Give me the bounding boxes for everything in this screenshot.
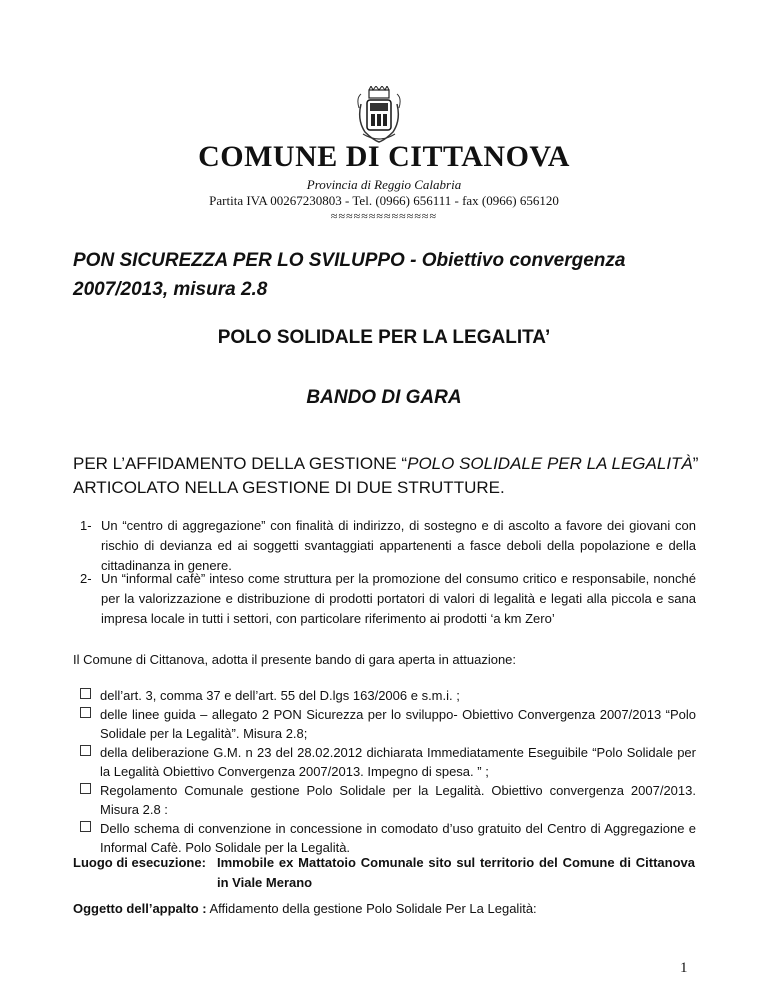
numbered-item	[80, 569, 696, 629]
polo-heading: POLO SOLIDALE PER LA LEGALITA’	[217, 327, 551, 348]
oggetto-label: Oggetto dell’appalto :	[73, 901, 207, 916]
pon-heading: PON SICUREZZA PER LO SVILUPPO - Obiettivo convergenza 2007/2013, misura 2.8	[73, 250, 626, 300]
item-text: Un “informal cafè” inteso come struttura per la promozione del consumo critico e responsabile, nonché per la valorizzazione e distribuzione di prodotti portatori di valori di legalità e legati alla piccola e sana impresa locale in tutti i settori, con particolare riferimento ai prodotti ‘a km Zero’	[101, 571, 696, 626]
oggetto-section	[73, 901, 703, 916]
affidamento-heading	[73, 452, 703, 500]
page-number: 1	[680, 960, 688, 976]
intro-paragraph: Il Comune di Cittanova, adotta il presente bando di gara aperta in attuazione:	[73, 652, 517, 667]
item-text: Un “centro di aggregazione” con finalità di indirizzo, di sostegno e di ascolto a favore dei giovani con rischio di devianza ed ai soggetti svantaggiati appartenenti a fasce deboli della popolazione e della cittadinanza in genere.	[101, 518, 696, 573]
affidamento-italic: POLO SOLIDALE PER LA LEGALITÀ	[407, 454, 693, 473]
province-subtitle: Provincia di Reggio Calabria	[306, 177, 462, 192]
affidamento-post: ” ARTICOLATO NELLA GESTIONE DI DUE STRUTTURE.	[73, 454, 699, 497]
list-item	[80, 686, 696, 705]
checkbox-bullet-icon	[80, 821, 91, 832]
checkbox-bullet-icon	[80, 707, 91, 718]
list-item	[80, 743, 696, 781]
luogo-value: Immobile ex Mattatoio Comunale sito sul territorio del Comune di Cittanova in Viale Merano	[217, 855, 695, 890]
checkbox-bullet-icon	[80, 745, 91, 756]
item-number: 2-	[80, 571, 92, 586]
list-item	[80, 819, 696, 857]
bando-heading: BANDO DI GARA	[306, 387, 462, 408]
page-title: COMUNE DI CITTANOVA	[198, 140, 570, 173]
checkbox-bullet-icon	[80, 688, 91, 699]
luogo-label: Luogo di esecuzione:	[73, 855, 206, 870]
contact-line: Partita IVA 00267230803 - Tel. (0966) 656111 - fax (0966) 656120	[209, 193, 559, 208]
affidamento-pre: PER L’AFFIDAMENTO DELLA GESTIONE “	[73, 454, 408, 473]
list-item-text: della deliberazione G.M. n 23 del 28.02.2012 dichiarata Immediatamente Eseguibile “Polo Solidale per la Legalità Obiettivo Convergenza 2007/2013. Impegno di spesa. ” ;	[100, 745, 696, 779]
list-item-text: dell’art. 3, comma 37 e dell’art. 55 del D.lgs 163/2006 e s.m.i. ;	[100, 688, 460, 703]
coat-of-arms-icon	[355, 86, 403, 144]
oggetto-value: Affidamento della gestione Polo Solidale Per La Legalità:	[206, 901, 537, 916]
list-item	[80, 705, 696, 743]
list-item-text: Dello schema di convenzione in concessione in comodato d’uso gratuito del Centro di Aggregazione e Informal Cafè. Polo Solidale per la Legalità.	[100, 821, 696, 855]
numbered-item	[80, 516, 696, 576]
list-item-text: Regolamento Comunale gestione Polo Solidale per la Legalità. Obiettivo convergenza 2007/2013. Misura 2.8 :	[100, 783, 696, 817]
list-item	[80, 781, 696, 819]
list-item-text: delle linee guida – allegato 2 PON Sicurezza per lo sviluppo- Obiettivo Convergenza 2007/2013 “Polo Solidale per la Legalità”. Misura 2.8;	[100, 707, 696, 741]
item-number: 1-	[80, 518, 92, 533]
divider: ≈≈≈≈≈≈≈≈≈≈≈≈≈≈	[330, 209, 438, 223]
checkbox-bullet-icon	[80, 783, 91, 794]
